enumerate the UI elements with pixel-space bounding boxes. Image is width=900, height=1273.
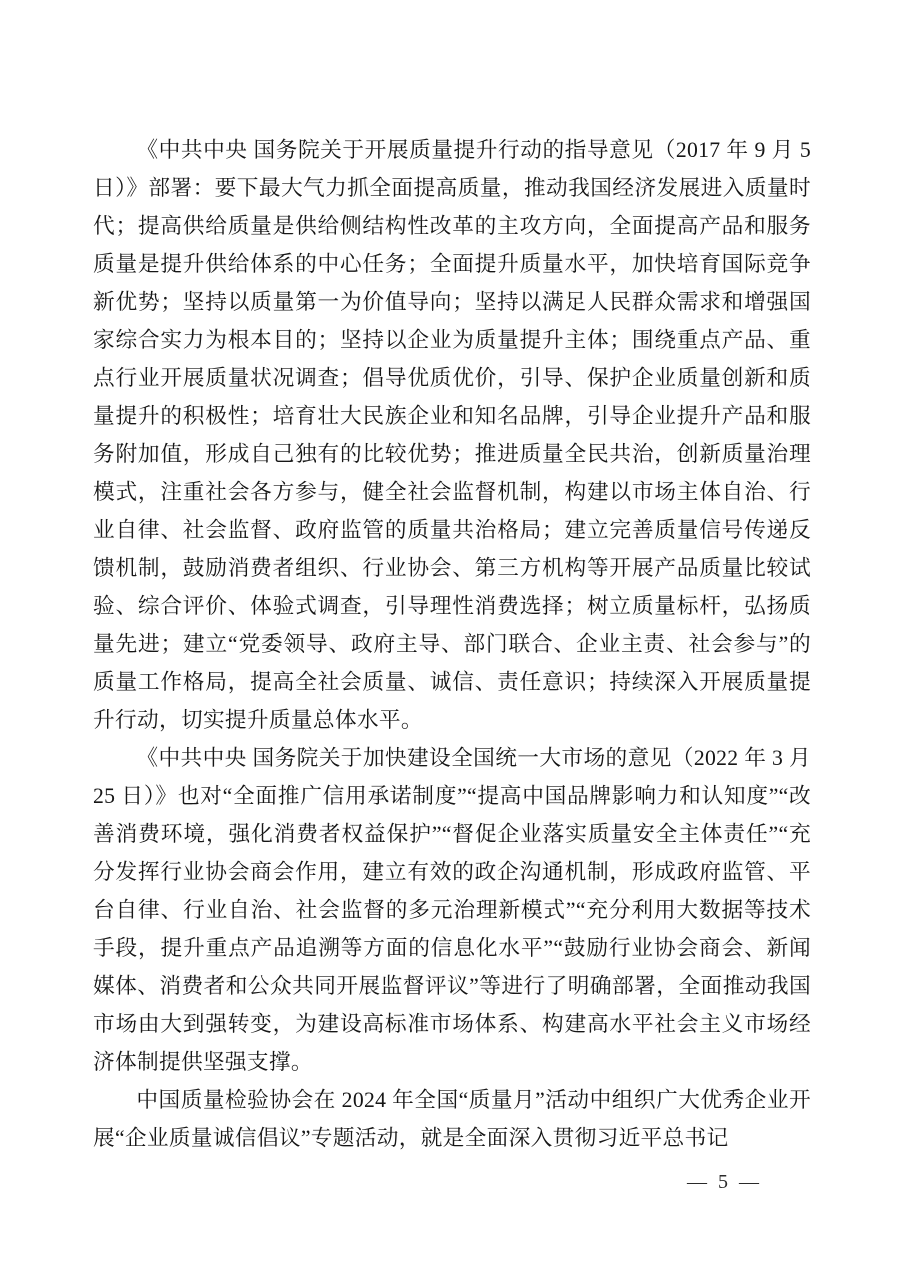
paragraph-unified-market-opinion: 《中共中央 国务院关于加快建设全国统一大市场的意见（2022 年 3 月 25 日）》也对“全面推广信用承诺制度”“提高中国品牌影响力和认知度”“改善消费环境，强化消费者权益保护”“督促企业落实质量安全主体责任”“充分发挥行业协会商会作用，建立有效的政企沟通机制，形成政府监管、平台自律、行业自治、社会监督的多元治理新模式”“充分利用大数据等技术手段，提升重点产品追溯等方面的信息化水平”“鼓励行业协会商会、新闻媒体、消费者和公众共同开展监督评议”等进行了明确部署，全面推动我国市场由大到强转变，为建设高标准市场体系、构建高水平社会主义市场经济体制提供坚强支撑。 (93, 746, 811, 1074)
page-number: — 5 — (687, 1171, 762, 1193)
paragraph-quality-month-activity: 中国质量检验协会在 2024 年全国“质量月”活动中组织广大优秀企业开展“企业质量诚信倡议”专题活动，就是全面深入贯彻习近平总书记 (93, 1088, 811, 1150)
document-body (93, 131, 811, 1157)
paragraph-quality-improvement-guidance: 《中共中央 国务院关于开展质量提升行动的指导意见（2017 年 9 月 5 日）》部署：要下最大气力抓全面提高质量，推动我国经济发展进入质量时代；提高供给质量是供给侧结构性改革的主攻方向，全面提高产品和服务质量是提升供给体系的中心任务；全面提升质量水平，加快培育国际竞争新优势；坚持以质量第一为价值导向；坚持以满足人民群众需求和增强国家综合实力为根本目的；坚持以企业为质量提升主体；围绕重点产品、重点行业开展质量状况调查；倡导优质优价，引导、保护企业质量创新和质量提升的积极性；培育壮大民族企业和知名品牌，引导企业提升产品和服务附加值，形成自己独有的比较优势；推进质量全民共治，创新质量治理模式，注重社会各方参与，健全社会监督机制，构建以市场主体自治、行业自律、社会监督、政府监管的质量共治格局；建立完善质量信号传递反馈机制，鼓励消费者组织、行业协会、第三方机构等开展产品质量比较试验、综合评价、体验式调查，引导理性消费选择；树立质量标杆，弘扬质量先进；建立“党委领导、政府主导、部门联合、企业主责、社会参与”的质量工作格局，提高全社会质量、诚信、责任意识；持续深入开展质量提升行动，切实提升质量总体水平。 (93, 138, 811, 732)
